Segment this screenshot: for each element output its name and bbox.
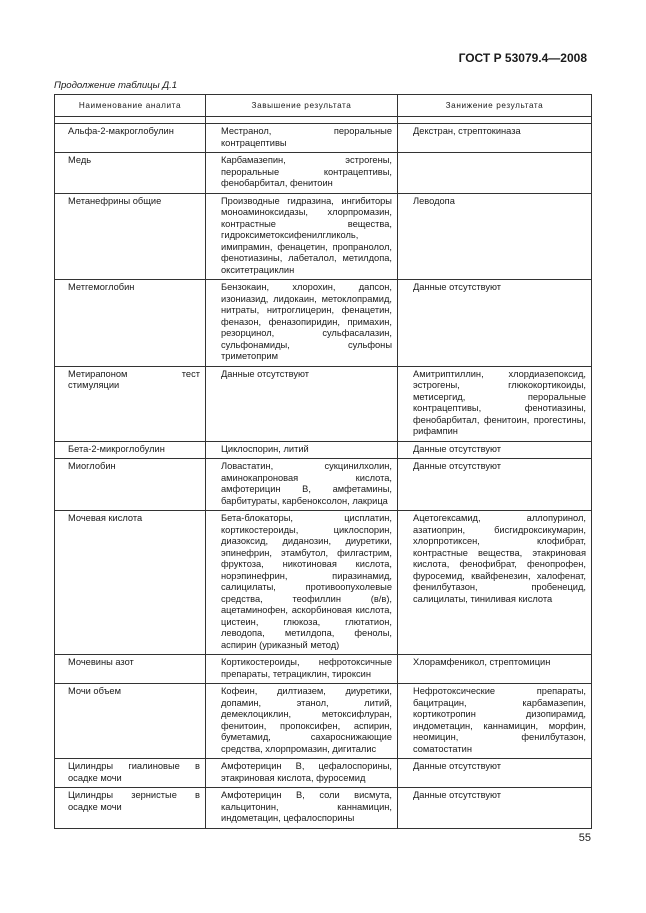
increase-cell-text: Кортикостероиды, нефротоксичные препараты, тетрациклин, тироксин — [221, 657, 392, 679]
increase-cell — [206, 511, 398, 655]
analyte-cell-text: Метанефрины общие — [68, 195, 162, 206]
increase-cell-text: Кофеин, дилтиазем, диуретики, допамин, этанол, литий, демеклоциклин, метоксифлуран, фенитоин, пропоксифен, аспирин, буметамид, сахароснижающие средства, хлорпромазин, дигиталис — [221, 686, 392, 754]
analyte-cell-text: Метгемоглобин — [68, 282, 135, 292]
increase-cell — [206, 759, 398, 788]
increase-cell-text: Данные отсутствуют — [221, 368, 310, 379]
document-code: ГОСТ Р 53079.4—2008 — [458, 51, 587, 65]
analyte-cell — [55, 366, 206, 441]
table-row — [55, 655, 592, 684]
analyte-cell — [55, 459, 206, 511]
decrease-cell — [398, 124, 592, 153]
analyte-cell-text: Метирапоном тест стимуляции — [68, 368, 200, 390]
decrease-cell — [398, 280, 592, 367]
table-row — [55, 124, 592, 153]
analyte-cell-text: Мочи объем — [68, 686, 121, 696]
decrease-cell — [398, 459, 592, 511]
increase-cell-text: Циклоспорин, литий — [221, 443, 309, 454]
increase-cell — [206, 280, 398, 367]
increase-cell — [206, 441, 398, 459]
decrease-cell — [398, 655, 592, 684]
increase-cell — [206, 459, 398, 511]
increase-cell — [206, 124, 398, 153]
table-row — [55, 511, 592, 655]
interference-table — [54, 94, 592, 829]
analyte-cell-text: Бета-2-микроглобулин — [68, 443, 165, 454]
increase-cell — [206, 655, 398, 684]
increase-cell-text: Амфотерицин В, соли висмута, кальцитонин, каннамицин, индометацин, цефалоспорины — [221, 790, 392, 823]
increase-cell-text: Местранол, пероральные контрацептивы — [221, 126, 392, 148]
analyte-cell-text: Медь — [68, 155, 92, 165]
table-body — [55, 117, 592, 829]
decrease-cell-text: Данные отсутствуют — [413, 461, 502, 471]
decrease-cell-text: Нефротоксические препараты, бацитрацин, карбамазепин, кортикотропин дизопирамид, индометацин, каннамицин, морфин, неомицин, фенилбутазон, соматостатин — [413, 686, 586, 754]
column-header-analyte: Наименование аналита — [55, 95, 206, 117]
analyte-cell-text: Альфа-2-макроглобулин — [68, 126, 174, 136]
analyte-cell — [55, 193, 206, 280]
decrease-cell — [398, 366, 592, 441]
column-header-increase: Завышение результата — [206, 95, 398, 117]
analyte-cell — [55, 153, 206, 194]
increase-cell — [206, 153, 398, 194]
page-number: 55 — [578, 832, 591, 844]
decrease-cell-text: Амитриптиллин, хлордиазепоксид, эстрогены, глюкокортикоиды, метисергид, пероральные контрацептивы, фенотиазины, фенобарбитал, фенитоин, прогестины, рифампин — [413, 368, 586, 436]
table-row — [55, 366, 592, 441]
table-row — [55, 684, 592, 759]
table-row — [55, 459, 592, 511]
analyte-cell — [55, 441, 206, 459]
decrease-cell — [398, 441, 592, 459]
analyte-cell-text: Мочевая кислота — [68, 513, 143, 523]
increase-cell — [206, 788, 398, 829]
increase-cell-text: Амфотерицин В, цефалоспорины, этакриновая кислота, фуросемид — [221, 761, 392, 783]
increase-cell — [206, 366, 398, 441]
decrease-cell — [398, 153, 592, 194]
table-row — [55, 788, 592, 829]
increase-cell — [206, 684, 398, 759]
analyte-cell — [55, 655, 206, 684]
table-row — [55, 441, 592, 459]
analyte-cell-text: Мочевины азот — [68, 657, 134, 667]
analyte-cell-text: Цилиндры гиалиновые в осадке мочи — [68, 761, 200, 783]
column-header-decrease: Занижение результата — [398, 95, 592, 117]
analyte-cell-text: Цилиндры зернистые в осадке мочи — [68, 790, 200, 812]
decrease-cell — [398, 759, 592, 788]
table-header-row — [55, 95, 592, 117]
table-row — [55, 193, 592, 280]
analyte-cell — [55, 684, 206, 759]
increase-cell-text: Производные гидразина, ингибиторы моноаминоксидазы, хлорпромазин, контрастные вещества, гидроксиметоксифенилгликоль, имипрамин, фенацетин, пропранолол, фенотиазины, лабеталол, метилдопа, окситетрациклин — [221, 195, 392, 275]
increase-cell-text: Бета-блокаторы, цисплатин, кортикостероиды, циклоспорин, диазоксид, диданозин, диуретики, эпинефрин, этамбутол, филгастрим, фруктоза, никотиновая кислота, норэпинефрин, пиразинамид, салицилаты, противоопухолевые средства, теофиллин (в/в), ацетаминофен, аскорбиновая кислота, цистеин, глюкоза, глютатион, леводопа, метилдопа, фенолы, аспирин (уриказный метод) — [221, 513, 392, 650]
decrease-cell-text: Данные отсутствуют — [413, 790, 502, 800]
decrease-cell-text: Данные отсутствуют — [413, 282, 502, 292]
analyte-cell — [55, 124, 206, 153]
analyte-cell — [55, 759, 206, 788]
increase-cell — [206, 193, 398, 280]
decrease-cell — [398, 193, 592, 280]
decrease-cell — [398, 511, 592, 655]
analyte-cell — [55, 280, 206, 367]
decrease-cell-text: Хлорамфеникол, стрептомицин — [413, 657, 551, 667]
decrease-cell — [398, 788, 592, 829]
table-row — [55, 153, 592, 194]
header-spacer-row — [55, 117, 592, 124]
table-caption: Продолжение таблицы Д.1 — [54, 80, 178, 91]
increase-cell-text: Карбамазепин, эстрогены, пероральные контрацептивы, фенобарбитал, фенитоин — [221, 155, 392, 188]
increase-cell-text: Ловастатин, сукцинилхолин, аминокапроновая кислота, амфотерицин В, амфетамины, барбитураты, карбеноксолон, лакрица — [221, 461, 392, 506]
decrease-cell-text: Данные отсутствуют — [413, 443, 502, 454]
analyte-cell — [55, 788, 206, 829]
decrease-cell-text: Леводопа — [413, 195, 455, 206]
increase-cell-text: Бензокаин, хлорохин, дапсон, изониазид, лидокаин, метоклопрамид, нитраты, нитроглицерин, фенацетин, феназон, феназопиридин, примахин, резорцинол, сульфасалазин, сульфонамиды, сульфоны триметоприм — [221, 282, 392, 361]
decrease-cell-text: Декстран, стрептокиназа — [413, 126, 521, 136]
table-row — [55, 280, 592, 367]
decrease-cell-text: Ацетогексамид, аллопуринол, азатиоприн, бисгидроксикумарин, хлорпротиксен, клофибрат, контрастные вещества, этакриновая кислота, фенофибрат, фенопрофен, фуросемид, квайфенезин, халофенат, фенилбутазон, пробенецид, салицилаты, тиниливая кислота — [413, 513, 586, 604]
analyte-cell-text: Миоглобин — [68, 461, 116, 471]
analyte-cell — [55, 511, 206, 655]
decrease-cell-text: Данные отсутствуют — [413, 761, 502, 771]
decrease-cell — [398, 684, 592, 759]
table-row — [55, 759, 592, 788]
